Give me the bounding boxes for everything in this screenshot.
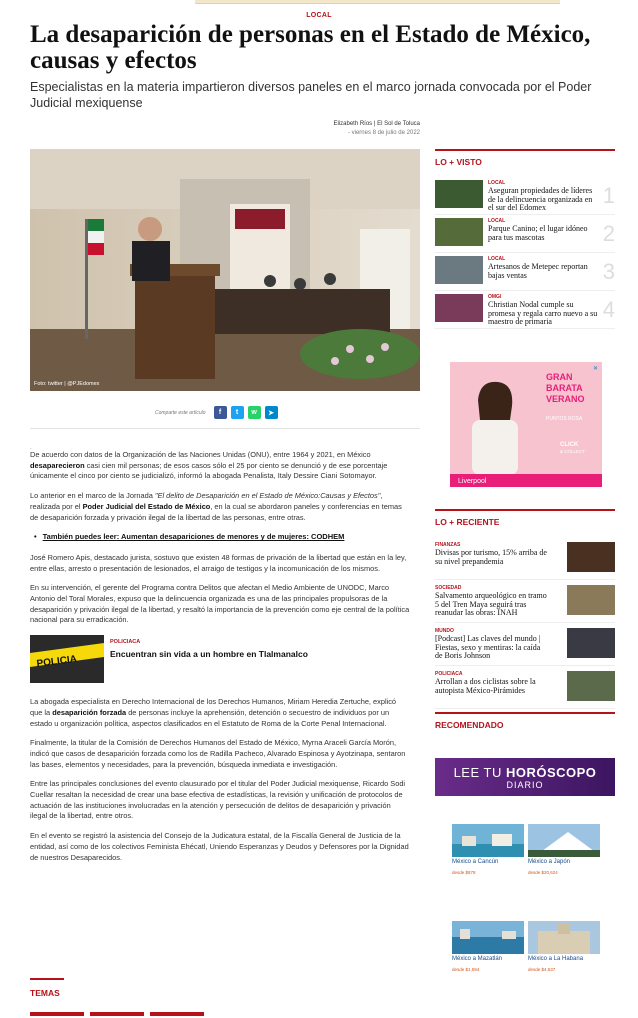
- item-category[interactable]: FINANZAS: [435, 542, 461, 548]
- author[interactable]: Elizabeth Ríos | El Sol de Toluca: [333, 121, 420, 127]
- ad-line-6: & COLLECT: [560, 449, 586, 454]
- recommended-section: [435, 712, 615, 730]
- travel-offer-image[interactable]: [528, 824, 600, 857]
- most-viewed-item[interactable]: [435, 177, 615, 215]
- item-category[interactable]: OMGI: [488, 294, 502, 300]
- horoscope-banner[interactable]: [435, 758, 615, 796]
- most-viewed-item[interactable]: [435, 291, 615, 329]
- item-category[interactable]: MUNDO: [435, 628, 454, 634]
- most-viewed-item[interactable]: [435, 253, 615, 291]
- recent-thumbnail[interactable]: [567, 585, 615, 615]
- whatsapp-share-button[interactable]: w: [248, 406, 261, 419]
- temas-tags: [30, 1012, 204, 1016]
- tape-text: POLICIA: [35, 653, 78, 670]
- paragraph: Entre las principales conclusiones del evento clausurado por el titular del Poder Judicial mexiquense, Ricardo Sodi Cuellar resaltan la necesidad de crear una base efectiva de estadísticas, la revisión y unificación de protocolos de actuación de las instituciones involucradas en la atención y persecución de delitos de desaparición y privación ilegal de la libertad, entre otros.: [30, 779, 406, 821]
- recent-thumbnail[interactable]: [567, 542, 615, 572]
- ad-artwork: [450, 362, 602, 487]
- top-ad-banner[interactable]: [195, 0, 560, 4]
- twitter-share-button[interactable]: t: [231, 406, 244, 419]
- most-viewed-heading: LO + VISTO: [435, 149, 615, 167]
- travel-price: desde $4,537: [528, 967, 556, 972]
- tag-chip[interactable]: [150, 1012, 204, 1016]
- article-body: [30, 446, 410, 872]
- share-bar: [155, 406, 278, 419]
- horoscope-title[interactable]: LEE TU HORÓSCOPO: [453, 764, 597, 780]
- rank-number: 4: [602, 297, 615, 322]
- most-viewed-item[interactable]: [435, 215, 615, 253]
- telegram-share-button[interactable]: ➤: [265, 406, 278, 419]
- paragraph: En su intervención, el gerente del Programa contra Delitos que afectan el Medio Ambiente de UNODC, Marco Antonio del Toral Morales, expuso que la delincuencia organizada es una de las principales propulsoras de la desaparición y privación ilegal de la libertad, y resaltó la importancia de la prevención como eje central de la política nacional para su erradicación.: [30, 583, 410, 625]
- travel-destination[interactable]: México a Japón: [528, 859, 571, 865]
- ad-brand: Liverpool: [458, 478, 487, 485]
- recent-section: [435, 509, 615, 709]
- temas-heading: TEMAS: [30, 988, 60, 998]
- ad-line-4: PUNTOS ROSA: [546, 416, 583, 422]
- recent-item[interactable]: [435, 580, 615, 623]
- paragraph-marker: .: [30, 445, 32, 451]
- most-viewed-thumbnail[interactable]: [435, 218, 483, 246]
- travel-destination[interactable]: México a Cancún: [452, 859, 499, 865]
- most-viewed-section: [435, 149, 615, 329]
- item-title[interactable]: Artesanos de Metepec reportan bajas ventas: [488, 262, 588, 280]
- close-icon: ✕: [593, 366, 599, 372]
- travel-price: desde $20,624: [528, 870, 558, 875]
- ad-line-2: BARATA: [546, 383, 583, 393]
- most-viewed-thumbnail[interactable]: [435, 256, 483, 284]
- travel-offer-image[interactable]: [452, 824, 524, 857]
- related-article-title[interactable]: Encuentran sin vida a un hombre en Tlalmanalco: [110, 648, 308, 659]
- item-category[interactable]: LOCAL: [488, 256, 506, 262]
- read-also-link[interactable]: • También puedes leer: Aumentan desapariciones de menores y de mujeres: CODHEM: [34, 532, 345, 542]
- recent-item[interactable]: [435, 537, 615, 580]
- item-category[interactable]: SOCIEDAD: [435, 585, 462, 591]
- divider: [30, 428, 420, 429]
- recent-item[interactable]: [435, 666, 615, 709]
- related-article-category[interactable]: POLICIACA: [110, 639, 141, 646]
- article-subheadline: Especialistas en la materia impartieron diversos paneles en el marco jornada convocada por el Poder Judicial mexiquense: [30, 80, 592, 110]
- paragraph: Lo anterior en el marco de la Jornada "El delito de Desaparición en el Estado de México:Causas y Efectos", realizada por el Poder Judicial del Estado de México, en la cual se abordaron paneles y conferencias en temas de desaparición forzada y privación ilegal de la libertad de las personas, entre otras.: [30, 491, 402, 522]
- travel-destination[interactable]: México a Mazatlán: [452, 956, 503, 962]
- item-title[interactable]: [Podcast] Las claves del mundo | Fiestas, sexo y mentiras: la caída de Boris Johnson: [435, 634, 541, 661]
- ad-line-1: GRAN: [546, 372, 573, 382]
- article-photo: [30, 149, 420, 391]
- ad-line-3: VERANO: [546, 394, 585, 404]
- travel-offer-image[interactable]: [452, 921, 524, 954]
- tag-chip[interactable]: [30, 1012, 84, 1016]
- travel-price: desde $1,594: [452, 967, 480, 972]
- rank-number: 2: [602, 221, 615, 246]
- travel-offer[interactable]: [452, 921, 524, 972]
- item-title[interactable]: Aseguran propiedades de líderes de la delincuencia organizada en el sur del Edomex: [488, 186, 593, 213]
- byline: [200, 120, 420, 138]
- item-title[interactable]: Arrollan a dos ciclistas sobre la autopista México-Pirámides: [435, 677, 536, 695]
- travel-offer-image[interactable]: [528, 921, 600, 954]
- related-article-thumbnail[interactable]: [30, 635, 104, 683]
- item-title[interactable]: Parque Canino; el lugar idóneo para tus mascotas: [488, 224, 588, 242]
- horoscope-subtitle[interactable]: DIARIO: [506, 779, 544, 790]
- bullet: •: [34, 532, 37, 542]
- paragraph: De acuerdo con datos de la Organización de las Naciones Unidas (ONU), entre 1964 y 2021, en México desaparecieron casi cien mil personas; de esos casos sólo el 25 por ciento se denunció y de ese porcentaje únicamente el cinco por ciento se judicializó, informó la abogada Penalista, Italy Dessire Ciani Sotomayor.: [30, 450, 388, 481]
- travel-destination[interactable]: México a La Habana: [528, 956, 584, 962]
- item-title[interactable]: Divisas por turismo, 15% arriba de su nivel prepandemia: [435, 548, 547, 566]
- recent-item[interactable]: [435, 623, 615, 666]
- item-title[interactable]: Christian Nodal cumple su promesa y regala carro nuevo a su maestro de primaria: [488, 300, 598, 327]
- liverpool-ad[interactable]: [450, 362, 602, 487]
- facebook-share-button[interactable]: f: [214, 406, 227, 419]
- item-title[interactable]: Salvamento arqueológico en tramo 5 del Tren Maya seguirá tras reanudar las obras: INAH: [435, 591, 547, 618]
- travel-offer[interactable]: [528, 824, 600, 875]
- paragraph: En el evento se registró la asistencia del Consejo de la Judicatura estatal, de la Fiscalía General de Justicia de la entidad, así como de los colectivos Feminista Ehécatl, Uniendo Esperanzas y Deudos y Defensores por la Dignidad de nuestros Desaparecidos.: [30, 831, 409, 862]
- paragraph: José Romero Apis, destacado jurista, sostuvo que existen 48 formas de privación de la libertad que están en la ley, entre ellas, arresto o presentación de lesionados, el arraigo de testigos y la incomunicación de los mismos.: [30, 552, 407, 573]
- paragraph: Finalmente, la titular de la Comisión de Derechos Humanos del Estado de México, Myrna Araceli García Morón, indicó que casos de desaparición forzada como los de Radilla Pacheco, Alvarado Espinosa y Ayotzinapa, sentaron las bases, elementos y necesidades, para la prevención, búsqueda inmediata e investigación.: [30, 738, 406, 769]
- recent-thumbnail[interactable]: [567, 671, 615, 701]
- related-article-card[interactable]: [30, 635, 410, 683]
- item-category[interactable]: POLICIACA: [435, 671, 463, 677]
- temas-accent-bar: [30, 978, 64, 980]
- share-label: Comparte este artículo: [155, 409, 206, 416]
- photo-credit: Foto: twitter | @PJEdomex: [34, 381, 100, 387]
- travel-price: desde $878: [452, 870, 476, 875]
- publish-date: - viernes 8 de julio de 2022: [347, 130, 420, 136]
- recommended-heading: RECOMENDADO: [435, 712, 615, 730]
- most-viewed-thumbnail[interactable]: [435, 180, 483, 208]
- travel-offer[interactable]: [528, 921, 600, 972]
- tag-chip[interactable]: [90, 1012, 144, 1016]
- rank-number: 1: [602, 183, 615, 208]
- article-headline: La desaparición de personas en el Estado de México, causas y efectos: [30, 21, 591, 74]
- section-tag[interactable]: LOCAL: [306, 12, 332, 19]
- police-tape-image: [30, 635, 104, 683]
- item-category[interactable]: LOCAL: [488, 180, 506, 186]
- paragraph: La abogada especialista en Derecho Internacional de los Derechos Humanos, Miriam Heredia Zertuche, explicó que la desaparición forzada de personas incluye la aprehensión, detención o secuestro de individuos por un estado u organización política, aspectos clasificados en el Estatuto de Roma de la Corte Penal Internacional.: [30, 697, 397, 728]
- conference-photo-illustration: [30, 149, 420, 391]
- rank-number: 3: [602, 259, 615, 284]
- ad-line-5: CLICK: [560, 442, 579, 448]
- recent-thumbnail[interactable]: [567, 628, 615, 658]
- most-viewed-thumbnail[interactable]: [435, 294, 483, 322]
- item-category[interactable]: LOCAL: [488, 218, 506, 224]
- travel-offer[interactable]: [452, 824, 524, 875]
- recent-heading: LO + RECIENTE: [435, 509, 615, 527]
